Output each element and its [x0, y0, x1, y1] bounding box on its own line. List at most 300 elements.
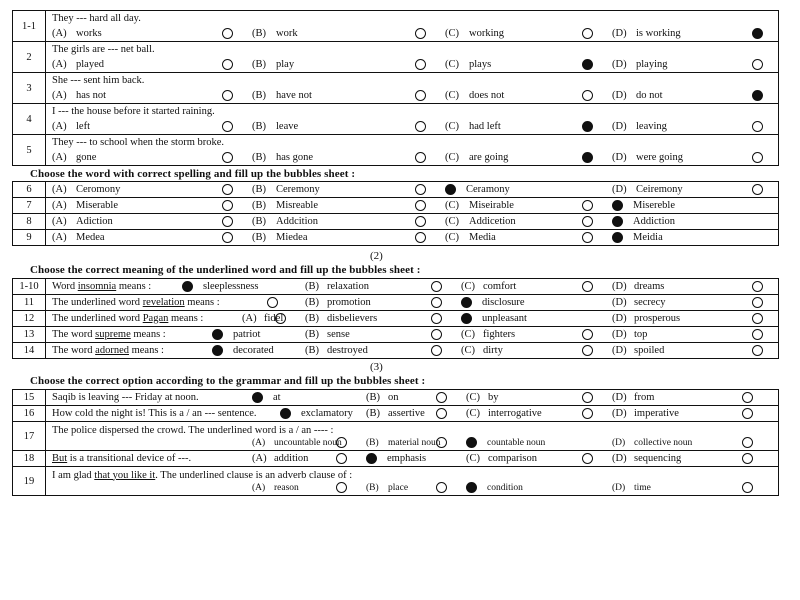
option-text: Misereble [633, 200, 675, 211]
question-row [13, 406, 779, 422]
question-number: 2 [13, 42, 46, 73]
option-text: comparison [488, 453, 537, 464]
empty-bubble[interactable] [436, 392, 447, 403]
empty-bubble[interactable] [222, 216, 233, 227]
option-text: interrogative [488, 408, 542, 419]
empty-bubble[interactable] [752, 152, 763, 163]
spelling-section-title: Choose the word with correct spelling and fill up the bubbles sheet : [30, 168, 356, 180]
option-text: fidel [264, 313, 284, 324]
answer-option[interactable] [445, 152, 612, 163]
option-text: Ceiremony [636, 184, 683, 195]
answer-option[interactable] [52, 232, 252, 243]
option-text: top [634, 329, 648, 340]
question-row [13, 295, 779, 311]
stem-text: The word [52, 344, 96, 356]
underlined-word: But [52, 452, 68, 464]
answer-option[interactable] [252, 232, 445, 243]
answer-option[interactable] [252, 121, 445, 132]
question-stem: They --- to school when the storm broke. [52, 136, 225, 148]
question-cell [46, 295, 779, 311]
empty-bubble[interactable] [582, 232, 593, 243]
empty-bubble[interactable] [752, 313, 763, 324]
option-text: Miedea [276, 232, 308, 243]
section-number-2: (2) [370, 250, 383, 262]
filled-bubble[interactable] [466, 482, 477, 493]
empty-bubble[interactable] [415, 28, 426, 39]
answer-option[interactable] [612, 232, 782, 243]
question-stem: They --- hard all day. [52, 12, 141, 24]
option-text: plays [469, 58, 492, 70]
option-label: (A) [52, 58, 67, 70]
empty-bubble[interactable] [582, 281, 593, 292]
empty-bubble[interactable] [582, 408, 593, 419]
question-row [13, 422, 779, 451]
option-text: spoiled [634, 345, 665, 356]
stem-text: The underlined word [52, 296, 143, 308]
filled-bubble[interactable] [252, 392, 263, 403]
underlined-word: revelation [142, 296, 185, 308]
question-cell [46, 343, 779, 359]
question-number: 13 [13, 327, 46, 343]
option-text: are going [469, 151, 509, 163]
filled-bubble[interactable] [582, 152, 593, 163]
answer-option[interactable] [252, 200, 445, 211]
option-text: comfort [483, 281, 517, 292]
answer-option[interactable] [612, 482, 772, 493]
answer-option[interactable] [445, 216, 612, 227]
empty-bubble[interactable] [752, 297, 763, 308]
option-text: works [76, 27, 102, 39]
option-text: fighters [483, 329, 516, 340]
answer-option[interactable] [445, 28, 612, 39]
question-line [52, 343, 778, 358]
spelling-questions-table [12, 181, 779, 246]
answer-option[interactable] [466, 392, 612, 403]
option-label: (B) [252, 200, 266, 211]
filled-bubble[interactable] [366, 453, 377, 464]
empty-bubble[interactable] [436, 408, 447, 419]
answer-option[interactable] [612, 392, 772, 403]
answer-option[interactable] [612, 28, 782, 39]
question-cell [46, 42, 779, 73]
answer-options [52, 57, 778, 72]
empty-bubble[interactable] [742, 482, 753, 493]
question-stem [52, 280, 182, 294]
answer-option[interactable] [612, 329, 782, 340]
answer-option[interactable] [612, 59, 782, 70]
option-text: Misreable [276, 200, 318, 211]
answer-option[interactable] [212, 329, 305, 340]
answer-option[interactable] [366, 392, 466, 403]
answer-option[interactable] [612, 437, 772, 448]
question-number: 19 [13, 467, 46, 496]
question-number: 3 [13, 73, 46, 104]
empty-bubble[interactable] [431, 313, 442, 324]
empty-bubble[interactable] [742, 392, 753, 403]
option-text: Miseirable [469, 200, 514, 211]
question-number: 5 [13, 135, 46, 166]
option-text: exclamatory [301, 408, 353, 419]
filled-bubble[interactable] [212, 345, 223, 356]
option-text: Medea [76, 232, 105, 243]
empty-bubble[interactable] [222, 232, 233, 243]
empty-bubble[interactable] [415, 121, 426, 132]
empty-bubble[interactable] [582, 216, 593, 227]
question-row [13, 73, 779, 104]
answer-option[interactable] [366, 408, 466, 419]
option-text: from [634, 392, 655, 403]
option-text: Meidia [633, 232, 663, 243]
question-number: 17 [13, 422, 46, 451]
option-text: uncountable noun [274, 437, 342, 448]
question-number: 9 [13, 230, 46, 246]
empty-bubble[interactable] [742, 453, 753, 464]
answer-option[interactable] [466, 408, 612, 419]
answer-option[interactable] [366, 482, 466, 493]
answer-option[interactable] [466, 437, 612, 448]
question-line [52, 390, 778, 405]
answer-option[interactable] [52, 121, 252, 132]
question-stem [52, 469, 778, 482]
option-label: (C) [466, 453, 480, 464]
answer-option[interactable] [612, 281, 782, 292]
empty-bubble[interactable] [415, 200, 426, 211]
option-text: Addicetion [469, 216, 516, 227]
option-label: (C) [445, 27, 459, 39]
empty-bubble[interactable] [222, 184, 233, 195]
empty-bubble[interactable] [582, 392, 593, 403]
option-label: (B) [305, 329, 319, 340]
option-text: material noun [388, 437, 441, 448]
answer-option[interactable] [52, 152, 252, 163]
answer-option[interactable] [612, 216, 782, 227]
answer-option[interactable] [52, 28, 252, 39]
answer-option[interactable] [612, 200, 782, 211]
question-stem [52, 452, 252, 466]
answer-option[interactable] [252, 184, 445, 195]
stem-text: The underlined word [52, 312, 143, 324]
option-label: (B) [252, 151, 266, 163]
answer-option[interactable] [242, 313, 305, 324]
answer-option[interactable] [252, 392, 366, 403]
option-text: do not [636, 89, 663, 101]
empty-bubble[interactable] [582, 200, 593, 211]
empty-bubble[interactable] [582, 90, 593, 101]
option-label: (B) [305, 281, 319, 292]
empty-bubble[interactable] [431, 345, 442, 356]
option-label: (B) [366, 482, 379, 493]
empty-bubble[interactable] [742, 437, 753, 448]
question-number: 18 [13, 451, 46, 467]
empty-bubble[interactable] [222, 59, 233, 70]
empty-bubble[interactable] [336, 482, 347, 493]
question-number: 14 [13, 343, 46, 359]
empty-bubble[interactable] [415, 59, 426, 70]
answer-option[interactable] [366, 437, 466, 448]
question-row [13, 279, 779, 295]
answer-option[interactable] [252, 28, 445, 39]
answer-option[interactable] [252, 152, 445, 163]
filled-bubble[interactable] [461, 313, 472, 324]
option-text: collective noun [634, 437, 693, 448]
answer-option[interactable] [461, 297, 612, 308]
question-row [13, 198, 779, 214]
question-cell [46, 279, 779, 295]
question-cell [46, 311, 779, 327]
question-stem [52, 296, 267, 310]
stem-text: Saqib is leaving --- Friday at noon. [52, 391, 199, 403]
question-stem: She --- sent him back. [52, 74, 145, 86]
option-label: (B) [366, 392, 380, 403]
answer-option[interactable] [52, 184, 252, 195]
empty-bubble[interactable] [752, 59, 763, 70]
answer-option[interactable] [212, 345, 305, 356]
option-label: (C) [445, 200, 459, 211]
answer-option[interactable] [252, 59, 445, 70]
option-text: Miserable [76, 200, 118, 211]
question-number: 6 [13, 182, 46, 198]
answer-option[interactable] [52, 90, 252, 101]
answer-option[interactable] [305, 281, 461, 292]
answer-option[interactable] [612, 408, 772, 419]
option-text: patriot [233, 329, 261, 340]
filled-bubble[interactable] [612, 216, 623, 227]
empty-bubble[interactable] [742, 408, 753, 419]
answer-option[interactable] [466, 482, 612, 493]
option-label: (D) [612, 89, 627, 101]
question-number: 12 [13, 311, 46, 327]
option-label: (C) [445, 89, 459, 101]
empty-bubble[interactable] [752, 345, 763, 356]
answer-options [52, 482, 778, 494]
answer-option[interactable] [52, 200, 252, 211]
answer-option[interactable] [461, 345, 612, 356]
empty-bubble[interactable] [431, 281, 442, 292]
answer-option[interactable] [280, 408, 366, 419]
empty-bubble[interactable] [582, 329, 593, 340]
underlined-word: that you like it [94, 469, 156, 481]
empty-bubble[interactable] [222, 121, 233, 132]
answer-option[interactable] [445, 90, 612, 101]
empty-bubble[interactable] [582, 28, 593, 39]
empty-bubble[interactable] [415, 152, 426, 163]
empty-bubble[interactable] [222, 28, 233, 39]
answer-option[interactable] [305, 297, 461, 308]
answer-options [52, 150, 778, 165]
answer-option[interactable] [52, 216, 252, 227]
answer-option[interactable] [252, 216, 445, 227]
option-label: (D) [612, 408, 627, 419]
question-row [13, 451, 779, 467]
answer-option[interactable] [445, 232, 612, 243]
option-text: leave [276, 120, 299, 132]
empty-bubble[interactable] [752, 184, 763, 195]
answer-option[interactable] [267, 297, 305, 308]
filled-bubble[interactable] [582, 121, 593, 132]
answer-option[interactable] [612, 297, 782, 308]
empty-bubble[interactable] [582, 345, 593, 356]
empty-bubble[interactable] [336, 437, 347, 448]
answer-option[interactable] [305, 329, 461, 340]
answer-option[interactable] [612, 313, 782, 324]
empty-bubble[interactable] [415, 232, 426, 243]
option-text: unpleasant [482, 313, 527, 324]
question-cell [46, 422, 779, 451]
option-label: (B) [252, 58, 266, 70]
option-text: were going [636, 151, 683, 163]
filled-bubble[interactable] [752, 90, 763, 101]
filled-bubble[interactable] [212, 329, 223, 340]
answer-option[interactable] [182, 281, 305, 292]
filled-bubble[interactable] [466, 437, 477, 448]
option-text: playing [636, 58, 668, 70]
answer-option[interactable] [612, 90, 782, 101]
option-text: Addcition [276, 216, 318, 227]
option-text: has gone [276, 151, 314, 163]
option-text: Adiction [76, 216, 113, 227]
option-text: secrecy [634, 297, 666, 308]
stem-text: means : [168, 312, 204, 324]
option-text: does not [469, 89, 505, 101]
empty-bubble[interactable] [222, 200, 233, 211]
option-label: (C) [445, 120, 459, 132]
empty-bubble[interactable] [436, 437, 447, 448]
filled-bubble[interactable] [445, 184, 456, 195]
option-label: (D) [612, 151, 627, 163]
option-label: (D) [612, 392, 627, 403]
empty-bubble[interactable] [752, 329, 763, 340]
stem-text: How cold the night is! This is a / an --- sentence. [52, 407, 257, 419]
question-stem [52, 344, 212, 358]
answer-option[interactable] [445, 200, 612, 211]
option-text: leaving [636, 120, 667, 132]
question-row [13, 343, 779, 359]
option-text: left [76, 120, 90, 132]
meaning-questions-table [12, 278, 779, 359]
answer-option[interactable] [252, 90, 445, 101]
option-text: countable noun [487, 437, 546, 448]
question-stem [52, 312, 242, 326]
empty-bubble[interactable] [222, 90, 233, 101]
answer-option[interactable] [612, 345, 782, 356]
question-cell [46, 230, 779, 246]
answer-option[interactable] [305, 345, 461, 356]
answer-option[interactable] [461, 281, 612, 292]
grammar-questions-table [12, 389, 779, 496]
option-text: Media [469, 232, 496, 243]
empty-bubble[interactable] [752, 121, 763, 132]
empty-bubble[interactable] [415, 216, 426, 227]
option-label: (B) [252, 216, 266, 227]
empty-bubble[interactable] [431, 297, 442, 308]
answer-option[interactable] [612, 453, 772, 464]
answer-option[interactable] [445, 184, 612, 195]
stem-text: means : [130, 328, 166, 340]
answer-option[interactable] [612, 184, 782, 195]
filled-bubble[interactable] [612, 232, 623, 243]
answer-options [52, 198, 778, 213]
empty-bubble[interactable] [415, 90, 426, 101]
stem-text: Word [52, 280, 78, 292]
option-text: time [634, 482, 651, 493]
empty-bubble[interactable] [436, 482, 447, 493]
question-cell [46, 11, 779, 42]
option-text: assertive [388, 408, 425, 419]
answer-option[interactable] [461, 313, 612, 324]
option-label: (A) [252, 482, 266, 493]
answer-option[interactable] [445, 121, 612, 132]
question-line [52, 311, 778, 326]
option-text: play [276, 58, 295, 70]
option-text: working [469, 27, 504, 39]
option-label: (D) [612, 58, 627, 70]
question-row [13, 390, 779, 406]
option-label: (B) [305, 345, 319, 356]
filled-bubble[interactable] [280, 408, 291, 419]
stem-text: The police dispersed the crowd. The underlined word is a / an ---- : [52, 424, 334, 436]
question-cell [46, 390, 779, 406]
filled-bubble[interactable] [461, 297, 472, 308]
answer-option[interactable] [52, 59, 252, 70]
empty-bubble[interactable] [275, 313, 286, 324]
answer-option[interactable] [252, 437, 366, 448]
question-number: 16 [13, 406, 46, 422]
empty-bubble[interactable] [222, 152, 233, 163]
empty-bubble[interactable] [336, 453, 347, 464]
answer-option[interactable] [366, 453, 466, 464]
option-text: at [273, 392, 281, 403]
filled-bubble[interactable] [612, 200, 623, 211]
empty-bubble[interactable] [431, 329, 442, 340]
answer-option[interactable] [252, 482, 366, 493]
answer-option[interactable] [466, 453, 612, 464]
answer-option[interactable] [445, 59, 612, 70]
answer-option[interactable] [252, 453, 366, 464]
option-label: (C) [461, 329, 475, 340]
option-text: place [388, 482, 409, 493]
question-cell [46, 451, 779, 467]
filled-bubble[interactable] [582, 59, 593, 70]
filled-bubble[interactable] [182, 281, 193, 292]
empty-bubble[interactable] [415, 184, 426, 195]
filled-bubble[interactable] [752, 28, 763, 39]
empty-bubble[interactable] [582, 453, 593, 464]
option-label: (A) [252, 453, 267, 464]
option-label: (D) [612, 329, 627, 340]
option-label: (A) [52, 184, 67, 195]
empty-bubble[interactable] [267, 297, 278, 308]
answer-option[interactable] [612, 121, 782, 132]
question-stem [52, 391, 252, 405]
question-number: 8 [13, 214, 46, 230]
stem-text: is a transitional device of ---. [67, 452, 192, 464]
option-label: (A) [52, 27, 67, 39]
option-text: disclosure [482, 297, 525, 308]
option-label: (C) [445, 151, 459, 163]
empty-bubble[interactable] [752, 281, 763, 292]
answer-options [52, 437, 778, 449]
answer-option[interactable] [461, 329, 612, 340]
option-label: (B) [252, 184, 266, 195]
option-label: (D) [612, 482, 626, 493]
answer-option[interactable] [305, 313, 461, 324]
stem-text: . The underlined clause is an adverb clause of : [155, 469, 353, 481]
question-row [13, 104, 779, 135]
question-number: 1-1 [13, 11, 46, 42]
stem-text: means : [128, 344, 164, 356]
answer-option[interactable] [612, 152, 782, 163]
option-label: (C) [461, 281, 475, 292]
